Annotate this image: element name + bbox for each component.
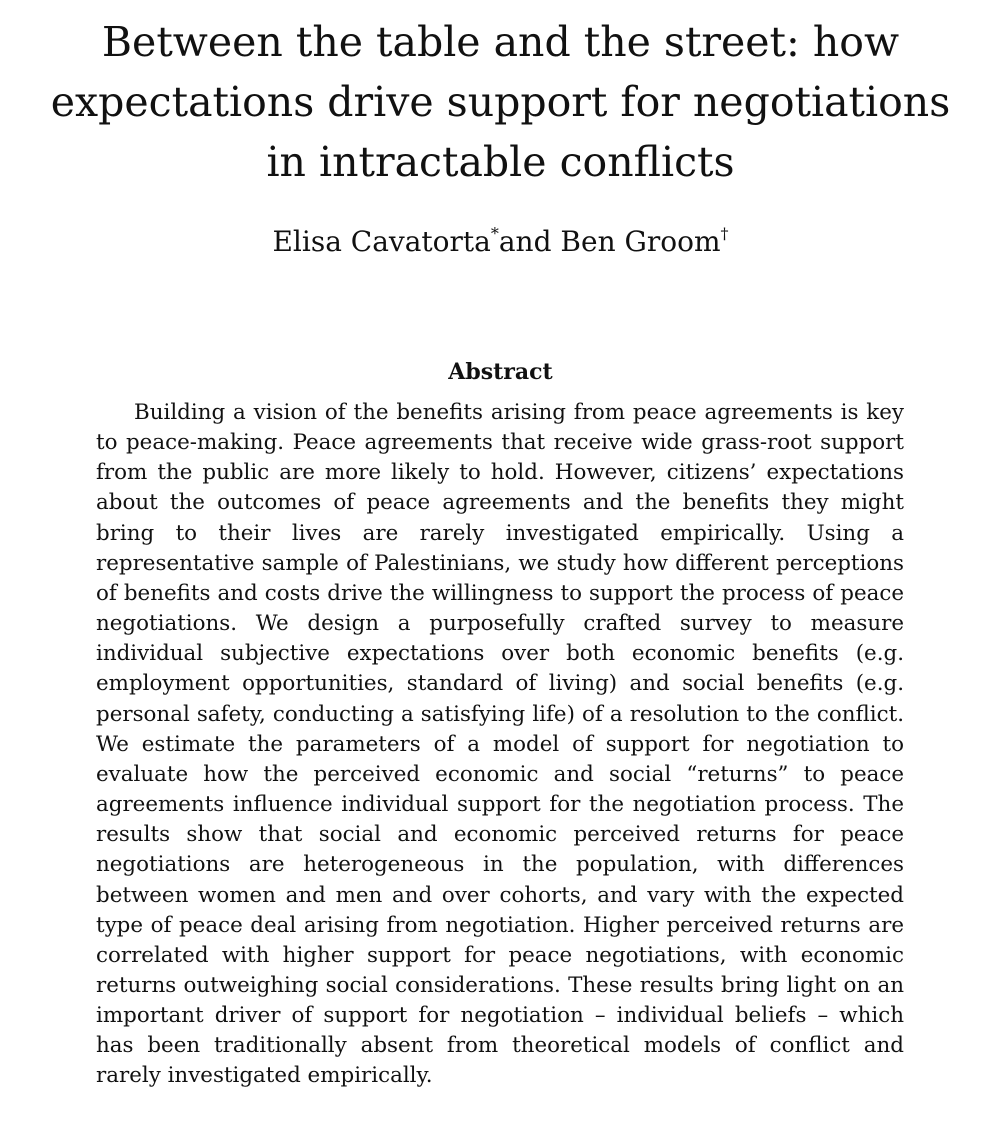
abstract-heading: Abstract <box>448 359 553 385</box>
author-conjunction: and <box>498 225 561 258</box>
author-name: Elisa Cavatorta <box>272 225 491 258</box>
author-footnote-mark: * <box>490 224 499 243</box>
paper-title: Between the table and the street: how expectations drive support for negotiations in intractable conflicts <box>50 18 951 186</box>
author-footnote-mark: † <box>720 224 729 243</box>
author-line <box>0 222 1001 262</box>
author-name: Ben Groom <box>560 225 721 258</box>
abstract-text: Building a vision of the benefits arising from peace agreements is key to peace-making. Peace agreements that receive wide grass-root support from the public are more likely to hold. However, citizens’ expectations about the outcomes of peace agreements and the benefits they might bring to their lives are rarely investigated empirically. Using a representative sample of Palestinians, we study how different perceptions of benefits and costs drive the willingness to support the process of peace negotiations. We design a purposefully crafted survey to measure individual subjective expectations over both economic benefits (e.g. employment opportunities, standard of living) and social benefits (e.g. personal safety, conducting a satisfying life) of a resolution to the conflict. We estimate the parameters of a model of support for negotiation to evaluate how the perceived economic and social “returns” to peace agreements influence individual support for the negotiation process. The results show that social and economic perceived returns for peace negotiations are heterogeneous in the population, with differences between women and men and over cohorts, and vary with the expected type of peace deal arising from negotiation. Higher perceived returns are correlated with higher support for peace negotiations, with economic returns outweighing social considerations. These results bring light on an important driver of support for negotiation – individual beliefs – which has been traditionally absent from theoretical models of conflict and rarely investigated empirically. <box>96 400 904 1089</box>
